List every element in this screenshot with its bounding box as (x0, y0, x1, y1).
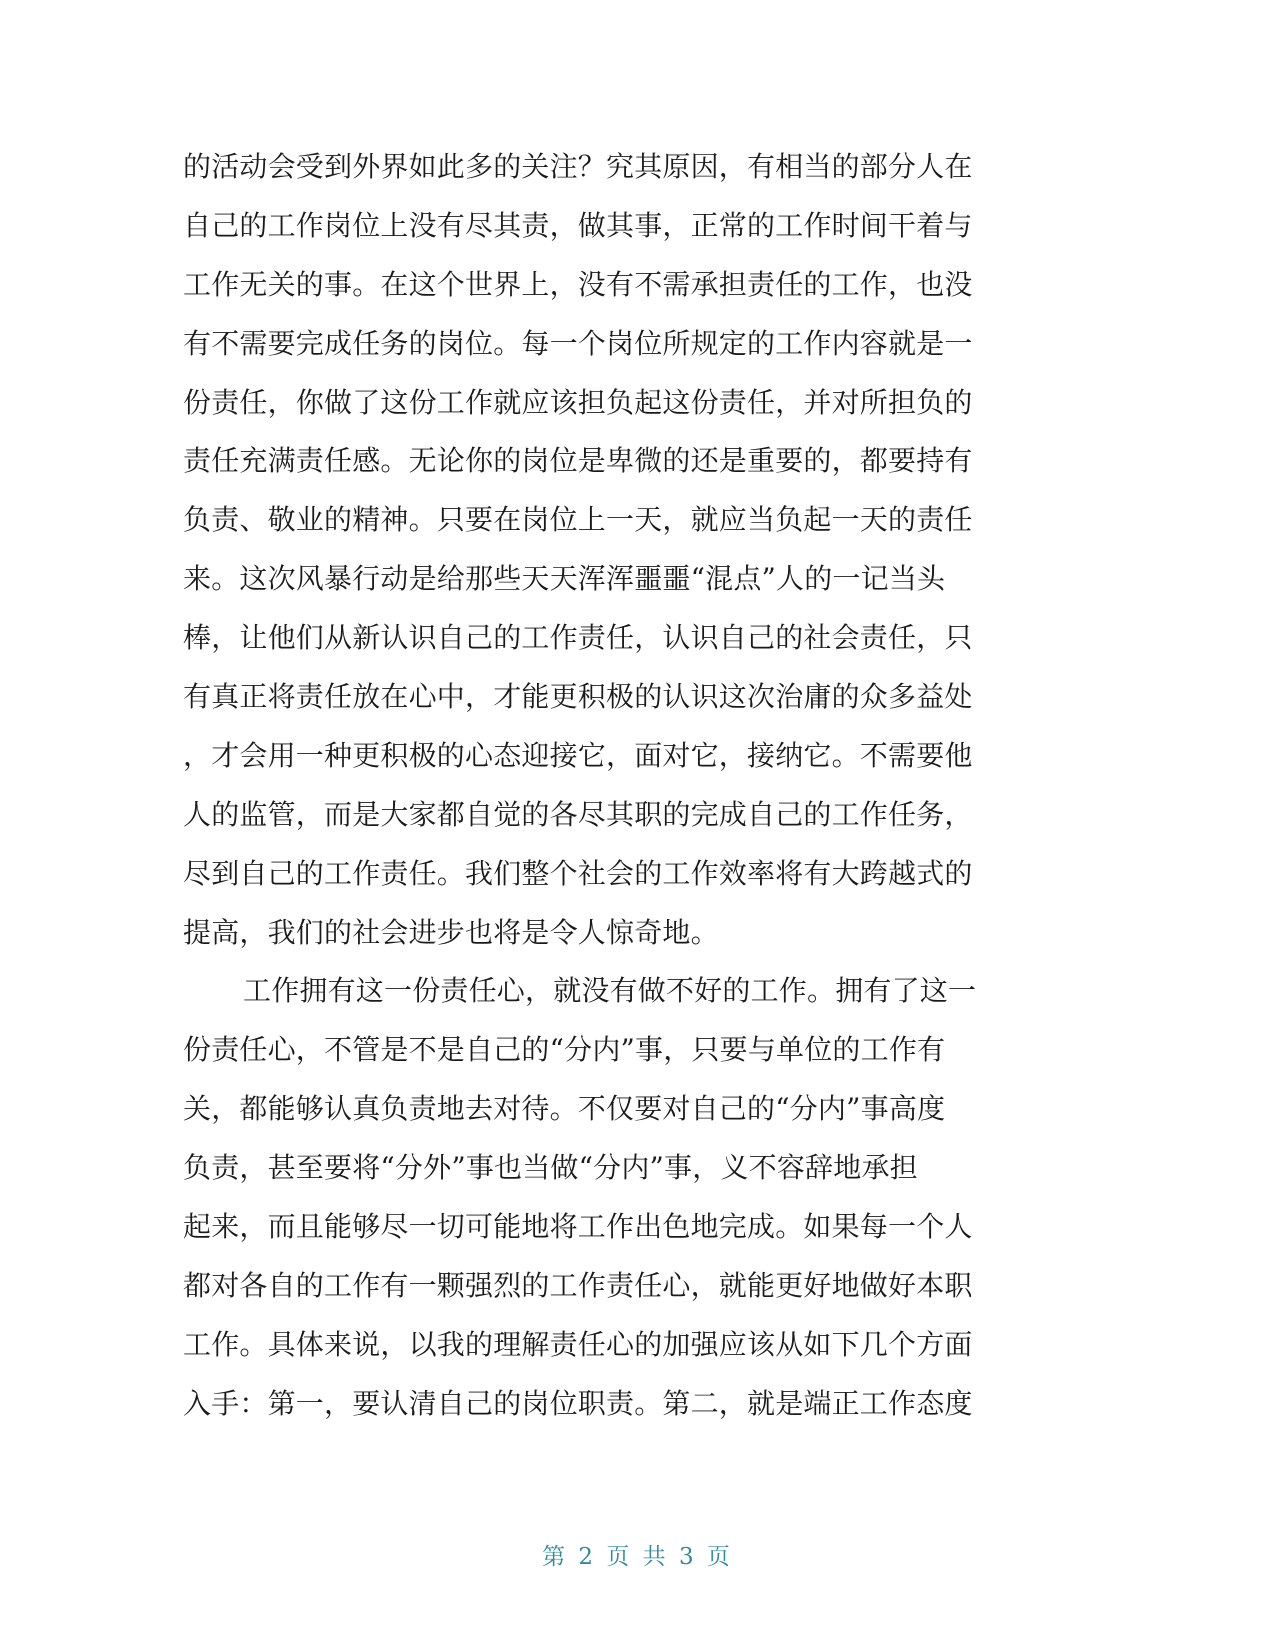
text-line: 份责任心，不管是不是自己的“分内”事，只要与单位的工作有 (183, 1033, 946, 1067)
text-line: 有真正将责任放在心中，才能更积极的认识这次治庸的众多益处 (183, 680, 973, 714)
text-line: 工作无关的事。在这个世界上，没有不需承担责任的工作，也没 (183, 267, 973, 301)
text-line: 关，都能够认真负责地去对待。不仅要对自己的“分内”事高度 (183, 1092, 946, 1126)
body-text (183, 138, 1063, 1434)
text-line: ，才会用一种更积极的心态迎接它，面对它，接纳它。不需要他 (183, 738, 973, 772)
text-line: 提高，我们的社会进步也将是令人惊奇地。 (183, 915, 719, 949)
text-line: 起来，而且能够尽一切可能地将工作出色地完成。如果每一个人 (183, 1210, 973, 1244)
text-line: 来。这次风暴行动是给那些天天浑浑噩噩“混点”人的一记当头 (183, 562, 946, 596)
text-line: 工作。具体来说，以我的理解责任心的加强应该从如下几个方面 (183, 1327, 973, 1361)
paragraph-first-line: 工作拥有这一份责任心，就没有做不好的工作。拥有了这一 (243, 974, 977, 1008)
text-line: 有不需要完成任务的岗位。每一个岗位所规定的工作内容就是一 (183, 326, 973, 360)
text-line: 人的监管，而是大家都自觉的各尽其职的完成自己的工作任务， (183, 797, 973, 831)
text-line: 棒，让他们从新认识自己的工作责任，认识自己的社会责任，只 (183, 621, 973, 655)
text-line: 负责、敬业的精神。只要在岗位上一天，就应当负起一天的责任 (183, 503, 973, 537)
text-line: 负责，甚至要将“分外”事也当做“分内”事，义不容辞地承担 (183, 1151, 918, 1185)
page-number-footer: 第 2 页 共 3 页 (542, 1544, 733, 1570)
text-line: 责任充满责任感。无论你的岗位是卑微的还是重要的，都要持有 (183, 444, 973, 478)
text-line: 份责任，你做了这份工作就应该担负起这份责任，并对所担负的 (183, 385, 973, 419)
text-line: 尽到自己的工作责任。我们整个社会的工作效率将有大跨越式的 (183, 856, 973, 890)
text-line: 自己的工作岗位上没有尽其责，做其事，正常的工作时间干着与 (183, 208, 973, 242)
text-line: 的活动会受到外界如此多的关注？究其原因，有相当的部分人在 (183, 150, 973, 183)
text-line: 都对各自的工作有一颗强烈的工作责任心，就能更好地做好本职 (183, 1268, 973, 1302)
text-line: 入手：第一，要认清自己的岗位职责。第二，就是端正工作态度 (183, 1386, 973, 1420)
